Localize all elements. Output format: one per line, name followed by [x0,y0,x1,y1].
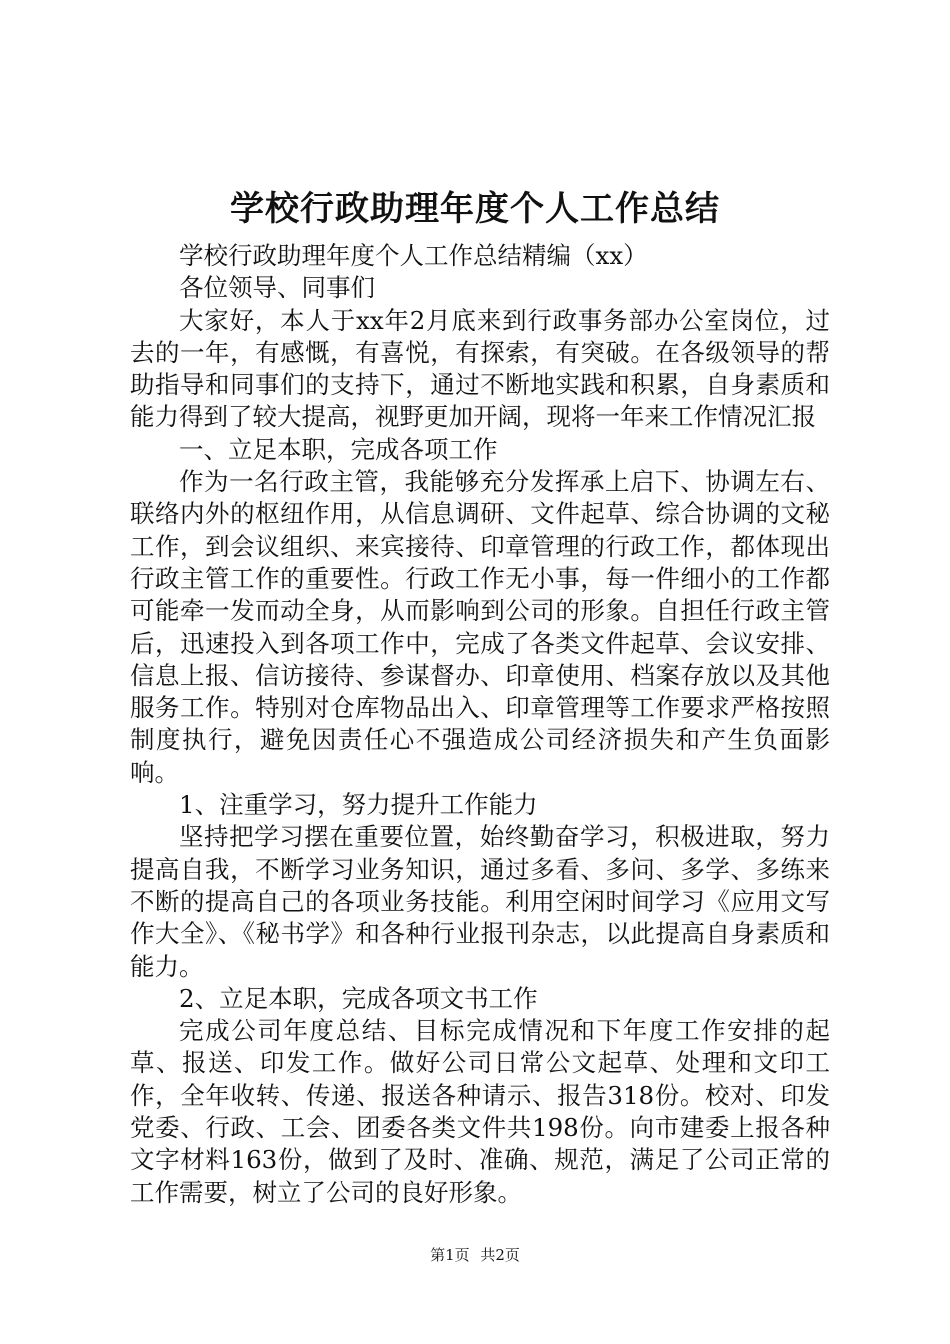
salutation-paragraph: 各位领导、同事们 [179,273,375,303]
page-number: 第1页 [430,1246,470,1264]
subtitle-paragraph: 学校行政助理年度个人工作总结精编（xx） [179,241,648,270]
body-paragraph: 坚持把学习摆在重要位置，始终勤奋学习，积极进取，努力提高自我，不断学习业务知识，通过多看、多问、多学、多练来不断的提高自己的各项业务技能。利用空闲时间学习《应用文写作大全》、《秘书学》和各种行业报刊杂志，以此提高自身素质和能力。 [130,822,830,981]
page-footer [0,1244,950,1266]
subsection-heading: 1、注重学习，努力提升工作能力 [179,790,538,820]
body-paragraph: 完成公司年度总结、目标完成情况和下年度工作安排的起草、报送、印发工作。做好公司日常公文起草、处理和文印工作，全年收转、传递、报送各种请示、报告318份。校对、印发党委、行政、工会、团委各类文件共198份。向市建委上报各种文字材料163份，做到了及时、准确、规范，满足了公司正常的工作需要，树立了公司的良好形象。 [130,1016,830,1207]
intro-paragraph: 大家好，本人于xx年2月底来到行政事务部办公室岗位，过去的一年，有感慨，有喜悦，有探索，有突破。在各级领导的帮助指导和同事们的支持下，通过不断地实践和积累，自身素质和能力得到了较大提高，视野更加开阔，现将一年来工作情况汇报 [130,305,830,432]
subsection-heading: 2、立足本职，完成各项文书工作 [179,983,538,1013]
document-title: 学校行政助理年度个人工作总结 [230,189,720,229]
body-paragraph: 作为一名行政主管，我能够充分发挥承上启下、协调左右、联络内外的枢纽作用，从信息调研、文件起草、综合协调的文秘工作，到会议组织、来宾接待、印章管理的行政工作，都体现出行政主管工作的重要性。行政工作无小事，每一件细小的工作都可能牵一发而动全身，从而影响到公司的形象。自担任行政主管后，迅速投入到各项工作中，完成了各类文件起草、会议安排、信息上报、信访接待、参谋督办、印章使用、档案存放以及其他服务工作。特别对仓库物品出入、印章管理等工作要求严格按照制度执行，避免因责任心不强造成公司经济损失和产生负面影响。 [130,467,830,787]
document-body [130,240,830,1209]
page-total: 共2页 [480,1246,520,1264]
section-heading: 一、立足本职，完成各项工作 [179,434,498,464]
